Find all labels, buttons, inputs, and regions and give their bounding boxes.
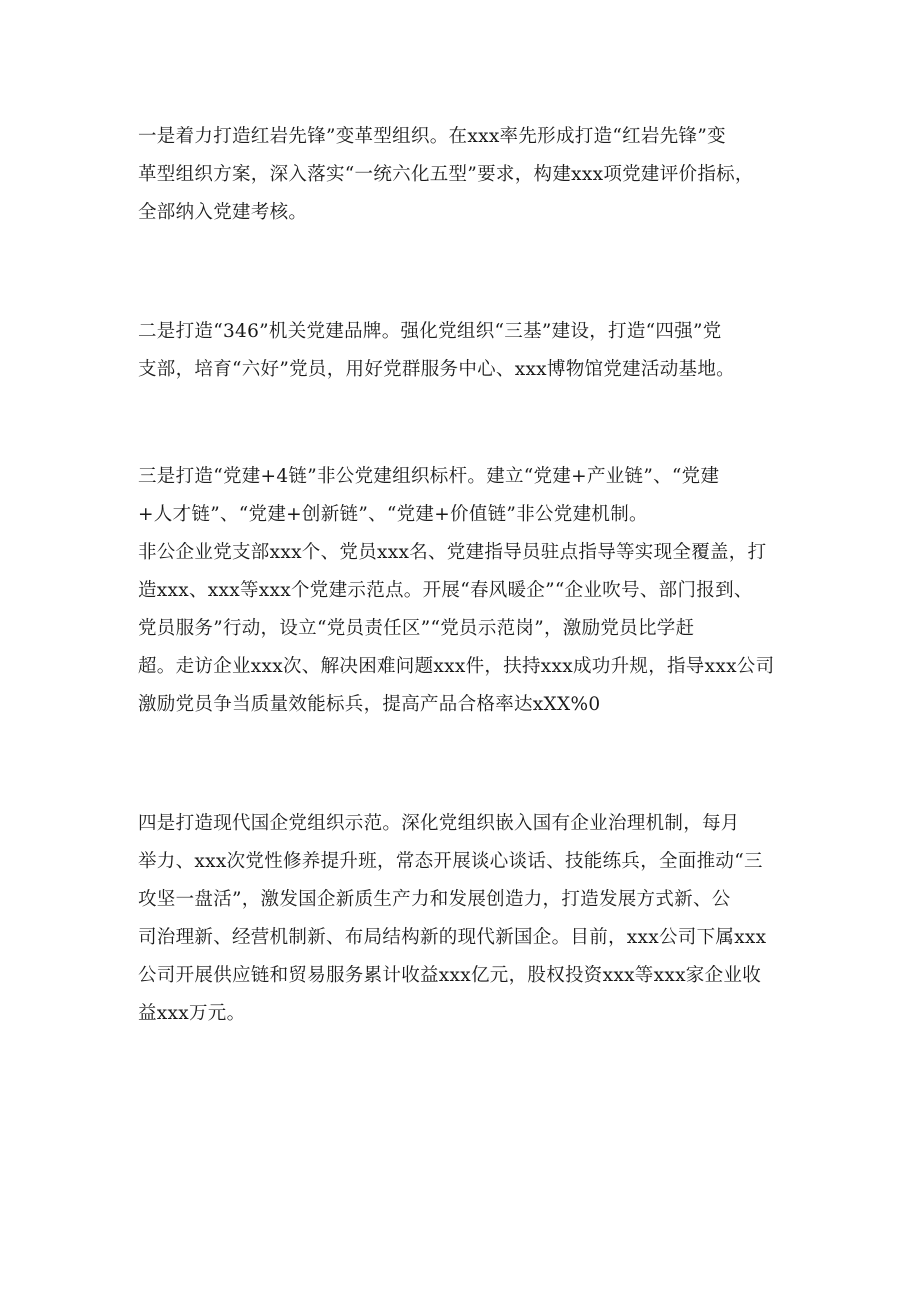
paragraph-3-line: 造xxx、xxx等xxx个党建示范点。开展“春风暖企”“企业吹号、部门报到、 [138, 580, 753, 601]
paragraph-2-line: 支部，培育“六好”党员，用好党群服务中心、xxx博物馆党建活动基地。 [138, 359, 735, 380]
paragraph-3-line: 三是打造“党建+4链”非公党建组织标杆。建立“党建+产业链”、“党建 [138, 466, 720, 487]
paragraph-4-line: 攻坚一盘活”，激发国企新质生产力和发展创造力，打造发展方式新、公 [138, 889, 731, 910]
paragraph-1 [138, 118, 788, 232]
paragraph-4-line: 司治理新、经营机制新、布局结构新的现代新国企。目前，xxx公司下属xxx [138, 927, 767, 948]
paragraph-4-line: 益xxx万元。 [138, 1003, 246, 1024]
paragraph-4-line: 四是打造现代国企党组织示范。深化党组织嵌入国有企业治理机制，每月 [138, 813, 740, 834]
paragraph-3-line: 激励党员争当质量效能标兵，提高产品合格率达xXX%0 [138, 694, 601, 715]
paragraph-3-line: 超。走访企业xxx次、解决困难问题xxx件，扶持xxx成功升规，指导xxx公司 [138, 656, 775, 677]
paragraph-4-line: 公司开展供应链和贸易服务累计收益xxx亿元，股权投资xxx等xxx家企业收 [138, 965, 762, 986]
paragraph-1-line: 全部纳入党建考核。 [138, 202, 308, 223]
paragraph-3-line: 非公企业党支部xxx个、党员xxx名、党建指导员驻点指导等实现全覆盖，打 [138, 542, 767, 563]
paragraph-3-line: +人才链”、“党建+创新链”、“党建+价值链”非公党建机制。 [138, 504, 648, 525]
paragraph-4 [138, 805, 788, 1033]
paragraph-1-line: 一是着力打造红岩先锋”变革型组织。在xxx率先形成打造“红岩先锋”变 [138, 126, 726, 147]
paragraph-4-line: 举力、xxx次党性修养提升班，常态开展谈心谈话、技能练兵，全面推动“三 [138, 851, 763, 872]
paragraph-3 [138, 458, 788, 724]
paragraph-3-line: 党员服务”行动，设立“党员责任区”“党员示范岗”，激励党员比学赶 [138, 618, 695, 639]
paragraph-2-line: 二是打造“346”机关党建品牌。强化党组织“三基”建设，打造“四强”党 [138, 321, 722, 342]
paragraph-2 [138, 313, 788, 389]
paragraph-1-line: 革型组织方案，深入落实“一统六化五型”要求，构建xxx项党建评价指标， [138, 164, 754, 185]
